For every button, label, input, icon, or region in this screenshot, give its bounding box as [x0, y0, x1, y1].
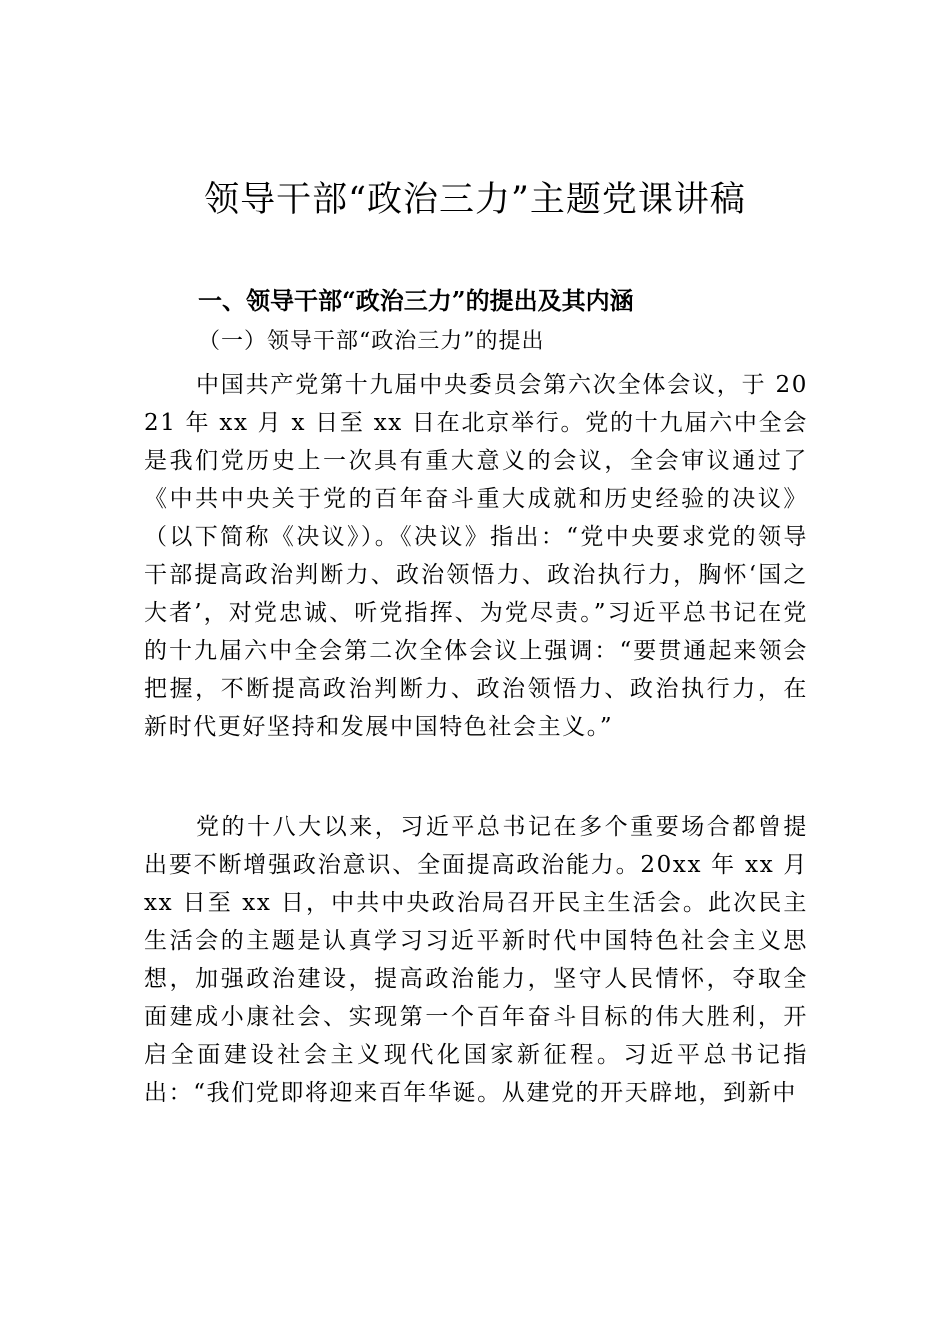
paragraph-2: 党的十八大以来，习近平总书记在多个重要场合都曾提出要不断增强政治意识、全面提高政治能力。20xx 年 xx 月 xx 日至 xx 日，中共中央政治局召开民主生活会。此次民主生活会的主题是认真学习习近平新时代中国特色社会主义思想，加强政治建设，提高政治能力，坚守人民情怀，夺取全面建成小康社会、实现第一个百年奋斗目标的伟大胜利，开启全面建设社会主义现代化国家新征程。习近平总书记指出：“我们党即将迎来百年华诞。从建党的开天辟地，到新中 [144, 814, 808, 1106]
document-title: 领导干部“政治三力”主题党课讲稿 [204, 180, 746, 220]
section-heading: 一、领导干部“政治三力”的提出及其内涵 [198, 286, 634, 315]
subsection-heading: （一）领导干部“政治三力”的提出 [198, 329, 545, 354]
paragraph-1: 中国共产党第十九届中央委员会第六次全体会议，于 2021 年 xx 月 x 日至 xx 日在北京举行。党的十九届六中全会是我们党历史上一次具有重大意义的会议，全会审议通过了《中共中央关于党的百年奋斗重大成就和历史经验的决议》（以下简称《决议》）。《决议》指出：“党中央要求党的领导干部提高政治判断力、政治领悟力、政治执行力，胸怀‘国之大者’，对党忠诚、听党指挥、为党尽责。”习近平总书记在党的十九届六中全会第二次全体会议上强调：“要贯通起来领会把握，不断提高政治判断力、政治领悟力、政治执行力，在新时代更好坚持和发展中国特色社会主义。” [144, 372, 808, 740]
